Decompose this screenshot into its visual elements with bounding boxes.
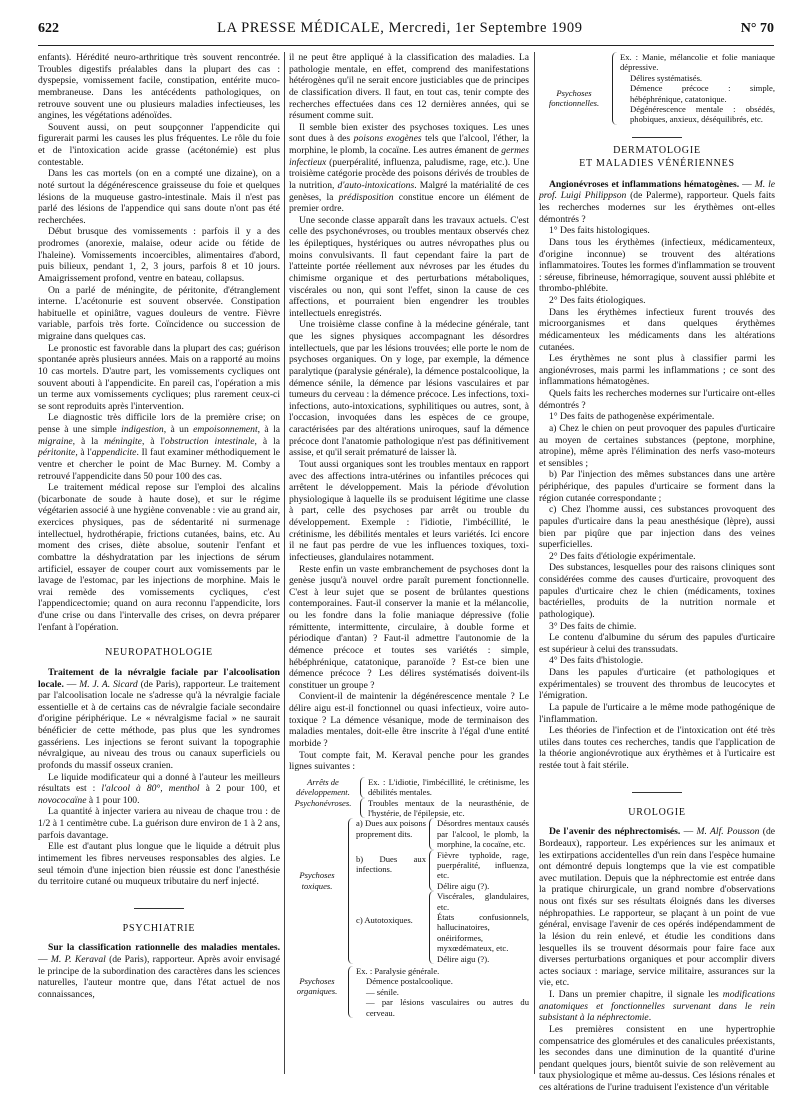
paragraph: 1° Des faits de pathogenèse expérimentale. [549, 411, 715, 423]
page-header [38, 20, 774, 42]
paragraph: Le traitement médical repose sur l'emploi des alcalins (bicarbonate de soude à haute dose), et sur le régime végétarien associé à une hygiène convenable : vie au grand air, exercices physiques, pas de sédentarité ni surmenage intellectuel, hydrothérapie, frictions cutanées, bains, etc. Au moment des crises, diète absolue, soutenir l'enfant et combattre la déshydratation par les injections de sérum artificiel, essayer de couper court aux vomissements par le lavage de l'estomac, par les injections de morphine. Mais le vrai remède des vomissements cycliques, c'est l'appendicectomie; quand on aura reconnu l'appendicite, lors d'une crise ou dans l'intervalle des crises, on devra préparer l'enfant à l'opération. [38, 482, 280, 633]
paragraph: il ne peut être appliqué à la classification des maladies. La pathologie mentale, en effet, comprend des manifestations hétérogènes qu'il ne serait encore justiciables que de principes de classification divers. Il faut, en tout cas, tenir compte des recherches effectuées dans ces 12 dernières années, qui se résument comme suit. [289, 52, 529, 122]
subgroup-text: États confusionnels, hallucinatoires, onéiriformes, myxœdémateux, etc. [437, 912, 529, 954]
table-label: Psychonévroses. [294, 797, 352, 808]
brace [360, 798, 365, 819]
subgroup-label: c) Autotoxiques. [356, 915, 413, 926]
section-heading: PSYCHIATRIE [122, 922, 196, 934]
paragraph: Dans les papules d'urticaire (et pathologiques et expérimentales) se trouvent des thrombus de leucocytes et l'émigration. [539, 667, 775, 702]
table-text: Ex. : Manie, mélancolie et folie maniaque dépressive. [620, 52, 775, 73]
table-text: Dégénérescence mentale : obsédés, phobiques, anxieux, déséquilibrés, etc. [630, 104, 775, 125]
table-row [289, 777, 529, 798]
column-2 [289, 52, 529, 1078]
subgroup-text: Délire aigu (?). [437, 953, 490, 964]
author: M. P. Keraval [50, 954, 106, 965]
column-1 [38, 52, 280, 1078]
subgroup-text: Délire aigu (?). [437, 880, 490, 891]
article-lead: Angionévroses et inflammations hématogènes. — M. le prof. Luigi Philippson (de Palerme), rapporteur. Quels faits les recherches modernes sur les érythèmes ont-elles démontrés ? [539, 178, 775, 225]
paragraph: b) Par l'injection des mêmes substances dans une artère périphérique, des papules d'urticaire se forment dans la région cutanée correspondante ; [539, 469, 775, 504]
journal-title: LA PRESSE MÉDICALE, Mercredi, 1er Septembre 1909 [217, 20, 583, 36]
paragraph: Quels faits les recherches modernes sur l'urticaire ont-elles démontrés ? [539, 388, 775, 411]
divider [632, 137, 682, 138]
table-row [356, 850, 529, 892]
author: M. Alf. Pousson [696, 826, 760, 838]
paragraph: Le pronostic est favorable dans la plupart des cas; guérison spontanée après plusieurs années. Mais on a rapporté au moins 10 cas mortels. D'autre part, les vomissements cycliques ont souvent abouti à l'appendicite. En pareil cas, l'opération a mis un terme aux vomissements cycliques; plus rarement ceux-ci se sont reproduits après l'intervention. [38, 342, 280, 412]
table-label: Psychoses organiques. [296, 976, 338, 997]
paragraph: Le diagnostic très difficile lors de la première crise; on pense à une simple indigestion, à un empoisonnement, à la migraine, à la méningite, à l'obstruction intestinale, à la péritonite, à l'appendicite. Il faut examiner méthodiquement le ventre et chercher le point de Mac Burney. M. Comby a retrouvé l'appendicite dans 50 pour 100 des cas. [38, 412, 280, 482]
table-text: — par lésions vasculaires ou autres du cerveau. [366, 997, 529, 1018]
article-lead: De l'avenir des néphrectomisés. — M. Alf. Pousson (de Bordeaux), rapporteur. Les expériences sur les animaux et les extirpations accidentelles d'un rein dans l'espèce humaine ont démontré depuis longtemps que la vie est compatible avec mutilation. Depuis que la néphrectomie est entrée dans la pratique chirurgicale, un grand nombre d'observations nous ont fixés sur ses résultats éloignés dans les diverses néphropathies. Le rapporteur, se plaçant à un point de vue général, envisage l'avenir de ces opérés indépendamment de la lésion du rein enlevé, et étudie les conditions dans lesquelles ils se trouvent désormais pour faire face aux diverses perturbations organiques et pour accomplir divers actes sociaux : mariage, service militaire, assurances sur la vie, etc. [539, 826, 776, 989]
paragraph: 3° Des faits de chimie. [549, 620, 637, 632]
paragraph: Il semble bien exister des psychoses toxiques. Les unes sont dues à des poisons exogènes tels que l'alcool, l'éther, la morphine, le plomb, la cocaïne. Les autres émanent de germes infectieux (puerpéralité, influenza, paludisme, rage, etc.). Une troisième catégorie procède des poisons dérivés de troubles de la nutrition, d'auto-intoxications. Malgré la matérialité de ces genèses, la prédisposition constitue encore un élément de premier ordre. [289, 121, 530, 215]
brace [429, 850, 434, 892]
article-title: De l'avenir des néphrectomisés. [549, 826, 681, 838]
paragraph: On a parlé de méningite, de péritonite, d'étranglement interne. L'acétonurie est souvent observée. Constipation habituelle et opiniâtre, vagues douleurs de ventre. Fièvre variable, parfois très forte. Coïncidence ou succession de migraine dans quelques cas. [38, 284, 280, 342]
table-text: Démence postalcoolique. [366, 976, 453, 987]
paragraph: Les premières consistent en une hypertrophie compensatrice des glomérules et des canalicules préexistants, les secondes dans une diminution de la quantité d'urine pendant quelques jours, bientôt suivie de son relèvement au taux physiologique et même au-dessus. Ces lésions rénales et ces altérations de l'urine traduisent l'existence d'un véritable [539, 1023, 775, 1094]
paragraph: Souvent aussi, on peut soupçonner l'appendicite qui figurerait parmi les causes les plus fréquentes. Le rôle du foie et de l'intoxication acide grasse (acétonémie) est plus contestable. [38, 121, 280, 168]
paragraph: Dans tous les érythèmes (infectieux, médicamenteux, d'origine inconnue) se trouvent des altérations inflammatoires. Toutes les formes d'inflammation se trouvent : séreuse, fibrineuse, hémorragique, souvent aussi phlébite et thrombo-phlébite. [539, 236, 775, 295]
paragraph: 2° Des faits étiologiques. [549, 295, 646, 307]
paragraph: Reste enfin un vaste embranchement de psychoses dont la genèse jusqu'à nouvel ordre paraît purement fonctionnelle. C'est à leur sujet que se posent de brûlantes questions contemporaines. Faut-il conserver la manie et la mélancolie, ou les fondre dans la folie maniaque dépressive (folie rémittente, intermittente, circulaire, à double forme et périodique d'antan) ? Faut-il admettre l'autonomie de la démence précoce et toutes ses variétés : simple, hébéphrénique, catatonique, paranoïde ? Est-ce bien une démence précoce ? Les délires systématisés doivent-ils constituer un groupe ? [289, 563, 529, 691]
brace [348, 966, 353, 1018]
table-row [289, 818, 529, 964]
table-label: Psychoses fonctionnelles. [548, 88, 600, 109]
paragraph: Des substances, lesquelles pour des raisons cliniques sont considérées comme des causes d'urticaire, provoquent des papules d'urticaire chez le chien (médicaments, toxines bactérielles, produits de la nutrition normale et pathologique). [539, 562, 775, 620]
table-row [289, 798, 529, 819]
paragraph: 2° Des faits d'étiologie expérimentale. [549, 550, 696, 562]
table-text: Troubles mentaux de la neurasthénie, de l'hystérie, de l'épilepsie, etc. [368, 797, 529, 818]
header-rule [38, 45, 774, 46]
section-heading: UROLOGIE [628, 806, 686, 818]
divider [134, 908, 184, 909]
table-text: — sénile. [366, 986, 399, 997]
paragraph: Elle est d'autant plus longue que le liquide a détruit plus intimement les fibres nerveuses responsables des algies. Le seul témoin d'une injection bien réussie est donc l'anesthésie du territoire cutané ou muqueux tributaire du nerf injecté. [38, 841, 280, 888]
section-heading: NEUROPATHOLOGIE [105, 647, 213, 659]
author: M. le prof. Luigi Philippson [539, 178, 775, 202]
paragraph: I. Dans un premier chapitre, il signale les modifications anatomiques et fonctionnelles survenant dans le rein subsistant à la néphrectomie. [539, 989, 775, 1024]
paragraph: 4° Des faits d'histologie. [549, 655, 644, 667]
table-row [356, 891, 529, 964]
paragraph: Une seconde classe apparaît dans les travaux actuels. C'est celle des psychonévroses, ou troubles mentaux observés chez les épileptiques, hystériques ou autres névropathes plus ou moins convulsivants. Il faut cependant faire la part de l'atteinte portée réellement aux névroses par les études du chimisme organique et des perturbations métaboliques, viscérales ou non, qui sont l'effet, sinon la cause de ces affections, et pourraient bien engendrer les troubles intellectuels enregistrés. [289, 214, 529, 319]
article-title: Angionévroses et inflammations hématogènes. [549, 178, 740, 190]
column-separator [534, 52, 535, 1074]
paragraph: Les érythèmes ne sont plus à classifier parmi les angionévroses, mais parmi les inflammations ; ce sont des inflammations hématogènes. [539, 353, 775, 388]
table-text: Délires systématisés. [630, 72, 703, 83]
issue-number: N° 70 [740, 21, 774, 36]
brace [429, 818, 434, 849]
subgroup-label: b) Dues aux infections. [356, 853, 426, 874]
classification-table-continued [539, 52, 775, 125]
table-text: Ex. : Paralysie générale. [356, 966, 440, 977]
table-row [356, 818, 529, 849]
subgroup-text: Désordres mentaux causés par l'alcool, le plomb, la morphine, la cocaïne, etc. [437, 818, 529, 850]
brace [348, 818, 353, 964]
article-lead: Traitement de la névralgie faciale par l'alcoolisation locale. — M. J. A. Sicard (de Paris), rapporteur. Le traitement par l'alcoolisation locale ne s'adresse qu'à la névralgie faciale essentielle et à de certains cas de névralgie faciale secondaire d'origine périphérique. Le « névralgisme facial » ne saurait bénéficier de cette méthode, pas plus que les syndromes gassériens. Les injections se feront suivant la topographie névralgique, au niveau des trous ou canaux superficiels ou profonds du massif osseux cranien. [38, 666, 280, 771]
classification-table [289, 777, 529, 1018]
author: M. J. A. Sicard [79, 678, 138, 690]
paragraph: Tout aussi organiques sont les troubles mentaux en rapport avec des affections intra-utérines ou infantiles précoces qui arrêtent le développement. Mais la période d'évolution physiologique à laquelle ils se produisent légitime une classe à part, celle des psychoses par arrêt ou trouble du développement. Exemple : l'idiotie, l'imbécillité, le crétinisme, les débilités mentales et leurs variétés. Ici encore il ne faut pas perdre de vue les influences toxiques, toxi-infectieuses, glandulaires notamment. [289, 458, 529, 563]
table-label: Psychoses toxiques. [299, 870, 335, 891]
table-text: Ex. : L'idiotie, l'imbécillité, le crétinisme, les débilités mentales. [368, 776, 529, 798]
paragraph: a) Chez le chien on peut provoquer des papules d'urticaire au moyen de certaines substances (peptone, morphine, atropine), même après l'élimination des nerfs vaso-moteurs et sensibles ; [539, 422, 775, 469]
paragraph: Le contenu d'albumine du sérum des papules d'urticaire est supérieur à celui des transsudats. [539, 632, 775, 655]
brace [429, 891, 434, 964]
subgroup-text: Fièvre typhoïde, rage, puerpéralité, influenza, etc. [437, 849, 529, 881]
paragraph: Convient-il de maintenir la dégénérescence mentale ? Le délire aigu est-il fonctionnel ou quasi infectieux, voire auto-toxique ? La démence vésanique, mode de terminaison des maladies mentales, doit-elle être inscrite à l'égal d'une entité morbide ? [289, 691, 529, 749]
paragraph: Début brusque des vomissements : parfois il y a des prodromes (anorexie, malaise, odeur acide ou fétide de l'haleine). Vomissements incoercibles, alimentaires d'abord, puis bilieux, pendant 1, 2, 3 jours, parfois 8 et 10 jours. Amaigrissement profond, ventre en bateau, collapsus. [38, 226, 280, 284]
paragraph: La quantité à injecter variera au niveau de chaque trou : de 1/2 à 1 centimètre cube. La guérison dure environ de 1 à 2 ans, parfois davantage. [38, 806, 280, 841]
divider [632, 792, 682, 793]
subgroup-text: Viscérales, glandulaires, etc. [437, 891, 529, 912]
table-label: Arrêts de développement. [296, 776, 350, 798]
paragraph: Dans les érythèmes infectieux furent trouvés des microorganismes et dans quelques érythèmes médicamenteux les médicaments dans les altérations cutanées. [539, 306, 775, 353]
table-text: Démence précoce : simple, hébéphrénique, catatonique. [630, 83, 775, 104]
page-number: 622 [38, 21, 59, 36]
paragraph: Les théories de l'infection et de l'intoxication ont été très utiles dans toutes ces recherches, tandis que l'application de la théorie angionévrotique aux érythèmes et à l'urticaire est restée tout à fait stérile. [539, 725, 775, 772]
paragraph: Une troisième classe confine à la médecine générale, tant que les signes physiques accompagnant les désordres intellectuels, que par les lésions trouvées; elle porte le nom de psychoses organiques. On y loge, par exemple, la démence paralytique (paralysie générale), la démence postalcoolique, la démence sénile, la démence par lésions vasculaires et par tumeurs du cerveau : la démence précoce. Les infections, toxi-infections, auto-intoxications, syphilitiques ou autres, sont, à l'occasion, invoquées dans les espèces de ce groupe, caractérisées par des altérations uniroques, sauf la démence précoce dont l'anatomie pathologique n'est pas définitivement assise, et qu'il serait prématuré de laisser là. [289, 319, 530, 459]
paragraph: 1° Des faits histologiques. [549, 225, 650, 237]
subgroup-label: a) Dues aux poisons proprement dits. [356, 818, 426, 839]
section-heading: DERMATOLOGIE ET MALADIES VÉNÉRIENNES [579, 144, 735, 169]
paragraph: Tout compte fait, M. Keraval penche pour les grandes lignes suivantes : [289, 749, 529, 773]
article-title: Traitement de la névralgie faciale par l'alcoolisation locale. [38, 666, 280, 690]
paragraph: c) Chez l'homme aussi, ces substances provoquent des papules d'urticaire dans la peau anesthésique (lèpre), aussi bien par piqûre que par injection dans des veines superficielles. [539, 504, 775, 551]
toxic-subgroups [356, 818, 529, 964]
paragraph: enfants). Hérédité neuro-arthritique très souvent rencontrée. Troubles digestifs préalables dans la plupart des cas : dyspepsie, vomissement facile, constipation, entérite muco-membraneuse. Dans les antécédents pathologiques, on retrouve souvent une ou plusieurs maladies infectieuses, les angines, les végétations adénoïdes. [38, 52, 280, 122]
column-3 [539, 52, 776, 1094]
column-separator [284, 52, 285, 1074]
paragraph: Le liquide modificateur qui a donné à l'auteur les meilleurs résultats est : l'alcool à 80°, menthol à 2 pour 100, et novococaïne à 1 pour 100. [38, 771, 280, 806]
paragraph: La papule de l'urticaire a le même mode pathogénique de l'inflammation. [539, 701, 775, 725]
table-row [289, 966, 529, 1018]
article-lead: Sur la classification rationnelle des maladies mentales. — M. P. Keraval (de Paris), rapporteur. Après avoir envisagé le principe de la subordination des caractères dans les sciences naturelles, l'auteur montre que, dans l'état actuel de nos connaissances, [38, 942, 280, 1000]
paragraph: Dans les cas mortels (on en a compté une dizaine), on a noté surtout la dégénérescence graisseuse du foie et quelques lésions de la muqueuse gastro-intestinale. Mais il n'est pas parlé des lésions de l'appendice qui sans doute n'ont pas été recherchées. [38, 168, 280, 226]
article-title: Sur la classification rationnelle des maladies mentales. [48, 942, 280, 954]
brace [612, 52, 617, 125]
brace [360, 777, 365, 798]
